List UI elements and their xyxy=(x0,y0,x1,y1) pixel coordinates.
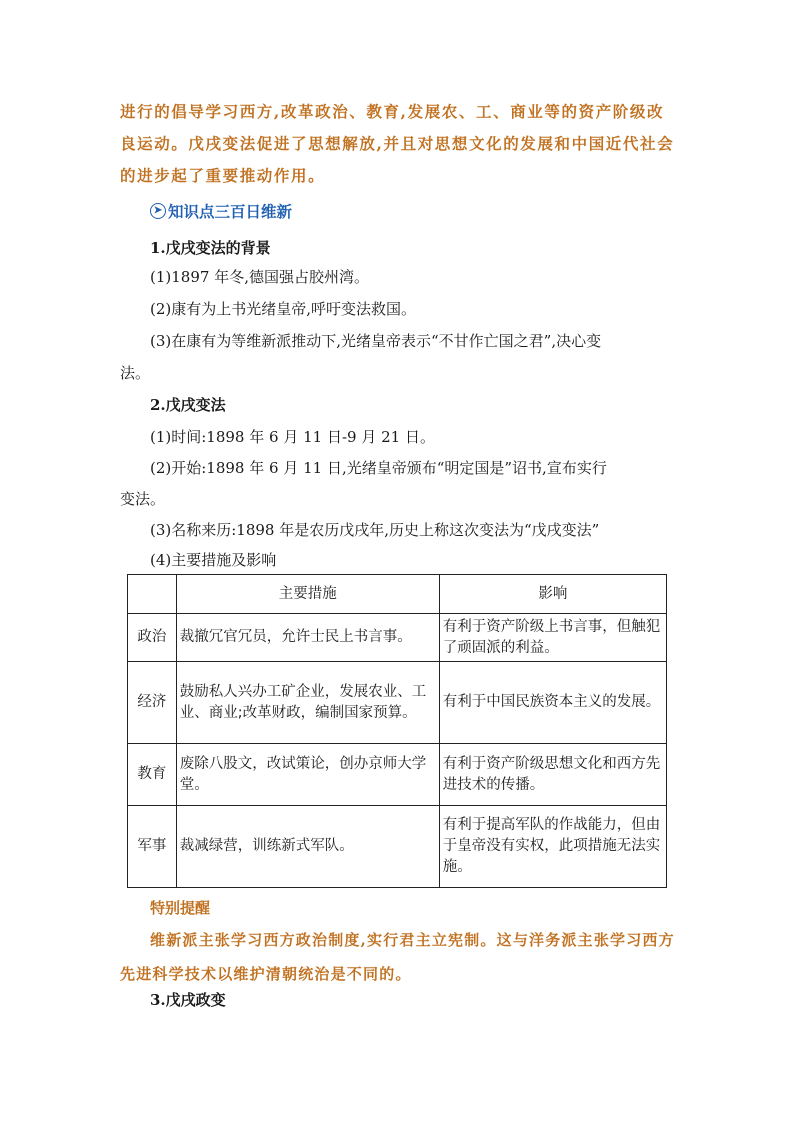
table-cell-effect: 有利于资产阶级上书言事，但触犯了顽固派的利益。 xyxy=(439,614,666,662)
table-header-area xyxy=(128,575,177,614)
table-cell-effect: 有利于资产阶级思想文化和西方先进技术的传播。 xyxy=(439,744,666,806)
section1-item-3: (3)在康有为等维新派推动下,光绪皇帝表示“不甘作亡国之君”,决心变 xyxy=(150,332,602,350)
section3-heading: 3.戊戌政变 xyxy=(150,991,226,1009)
knowledge-point-title xyxy=(150,200,292,222)
section2-item-4: (4)主要措施及影响 xyxy=(150,551,277,569)
table-header-row xyxy=(128,575,667,614)
section1-item-3-cont: 法。 xyxy=(120,364,151,382)
table-row xyxy=(128,744,667,806)
section1-item-2: (2)康有为上书光绪皇帝,呼吁变法救国。 xyxy=(150,300,417,318)
table-cell-measure: 裁减绿营，训练新式军队。 xyxy=(176,806,439,888)
intro-text: 进行的倡导学习西方,改革政治、教育,发展农、工、商业等的资产阶级改良运动。戊戌变法促进了思想解放,并且对思想文化的发展和中国近代社会的进步起了重要推动作用。 xyxy=(120,102,675,185)
section1-item-1: (1)1897 年冬,德国强占胶州湾。 xyxy=(150,268,369,286)
table-cell-area: 教育 xyxy=(128,744,177,806)
tip-body: 维新派主张学习西方政治制度,实行君主立宪制。这与洋务派主张学习西方先进科学技术以维护清朝统治是不同的。 xyxy=(120,931,675,983)
table-row xyxy=(128,806,667,888)
section2-item-3: (3)名称来历:1898 年是农历戊戌年,历史上称这次变法为“戊戌变法” xyxy=(150,521,600,539)
table-row xyxy=(128,614,667,662)
table-cell-measure: 裁撤冗官冗员，允许士民上书言事。 xyxy=(176,614,439,662)
section2-heading: 2.戊戌变法 xyxy=(150,396,226,414)
section2-item-1: (1)时间:1898 年 6 月 11 日-9 月 21 日。 xyxy=(150,428,435,446)
table-cell-area: 经济 xyxy=(128,662,177,744)
intro-paragraph xyxy=(120,96,680,192)
section1-heading: 1.戊戌变法的背景 xyxy=(150,239,271,257)
table-header-effect: 影响 xyxy=(439,575,666,614)
table-cell-measure: 废除八股文，改试策论，创办京师大学堂。 xyxy=(176,744,439,806)
table-cell-measure: 鼓励私人兴办工矿企业，发展农业、工业、商业;改革财政，编制国家预算。 xyxy=(176,662,439,744)
section2-item-2: (2)开始:1898 年 6 月 11 日,光绪皇帝颁布“明定国是”诏书,宣布实行 xyxy=(150,459,607,477)
table-cell-effect: 有利于提高军队的作战能力，但由于皇帝没有实权，此项措施无法实施。 xyxy=(439,806,666,888)
table-row xyxy=(128,662,667,744)
table-cell-area: 军事 xyxy=(128,806,177,888)
section2-item-2-cont: 变法。 xyxy=(120,490,166,508)
tip-title: 特别提醒 xyxy=(150,899,211,917)
table-header-measure: 主要措施 xyxy=(176,575,439,614)
measures-table xyxy=(127,574,667,888)
knowledge-point-label: 知识点三百日维新 xyxy=(168,202,293,221)
table-cell-effect: 有利于中国民族资本主义的发展。 xyxy=(439,662,666,744)
table-cell-area: 政治 xyxy=(128,614,177,662)
circled-arrow-icon: ➤ xyxy=(150,203,166,219)
